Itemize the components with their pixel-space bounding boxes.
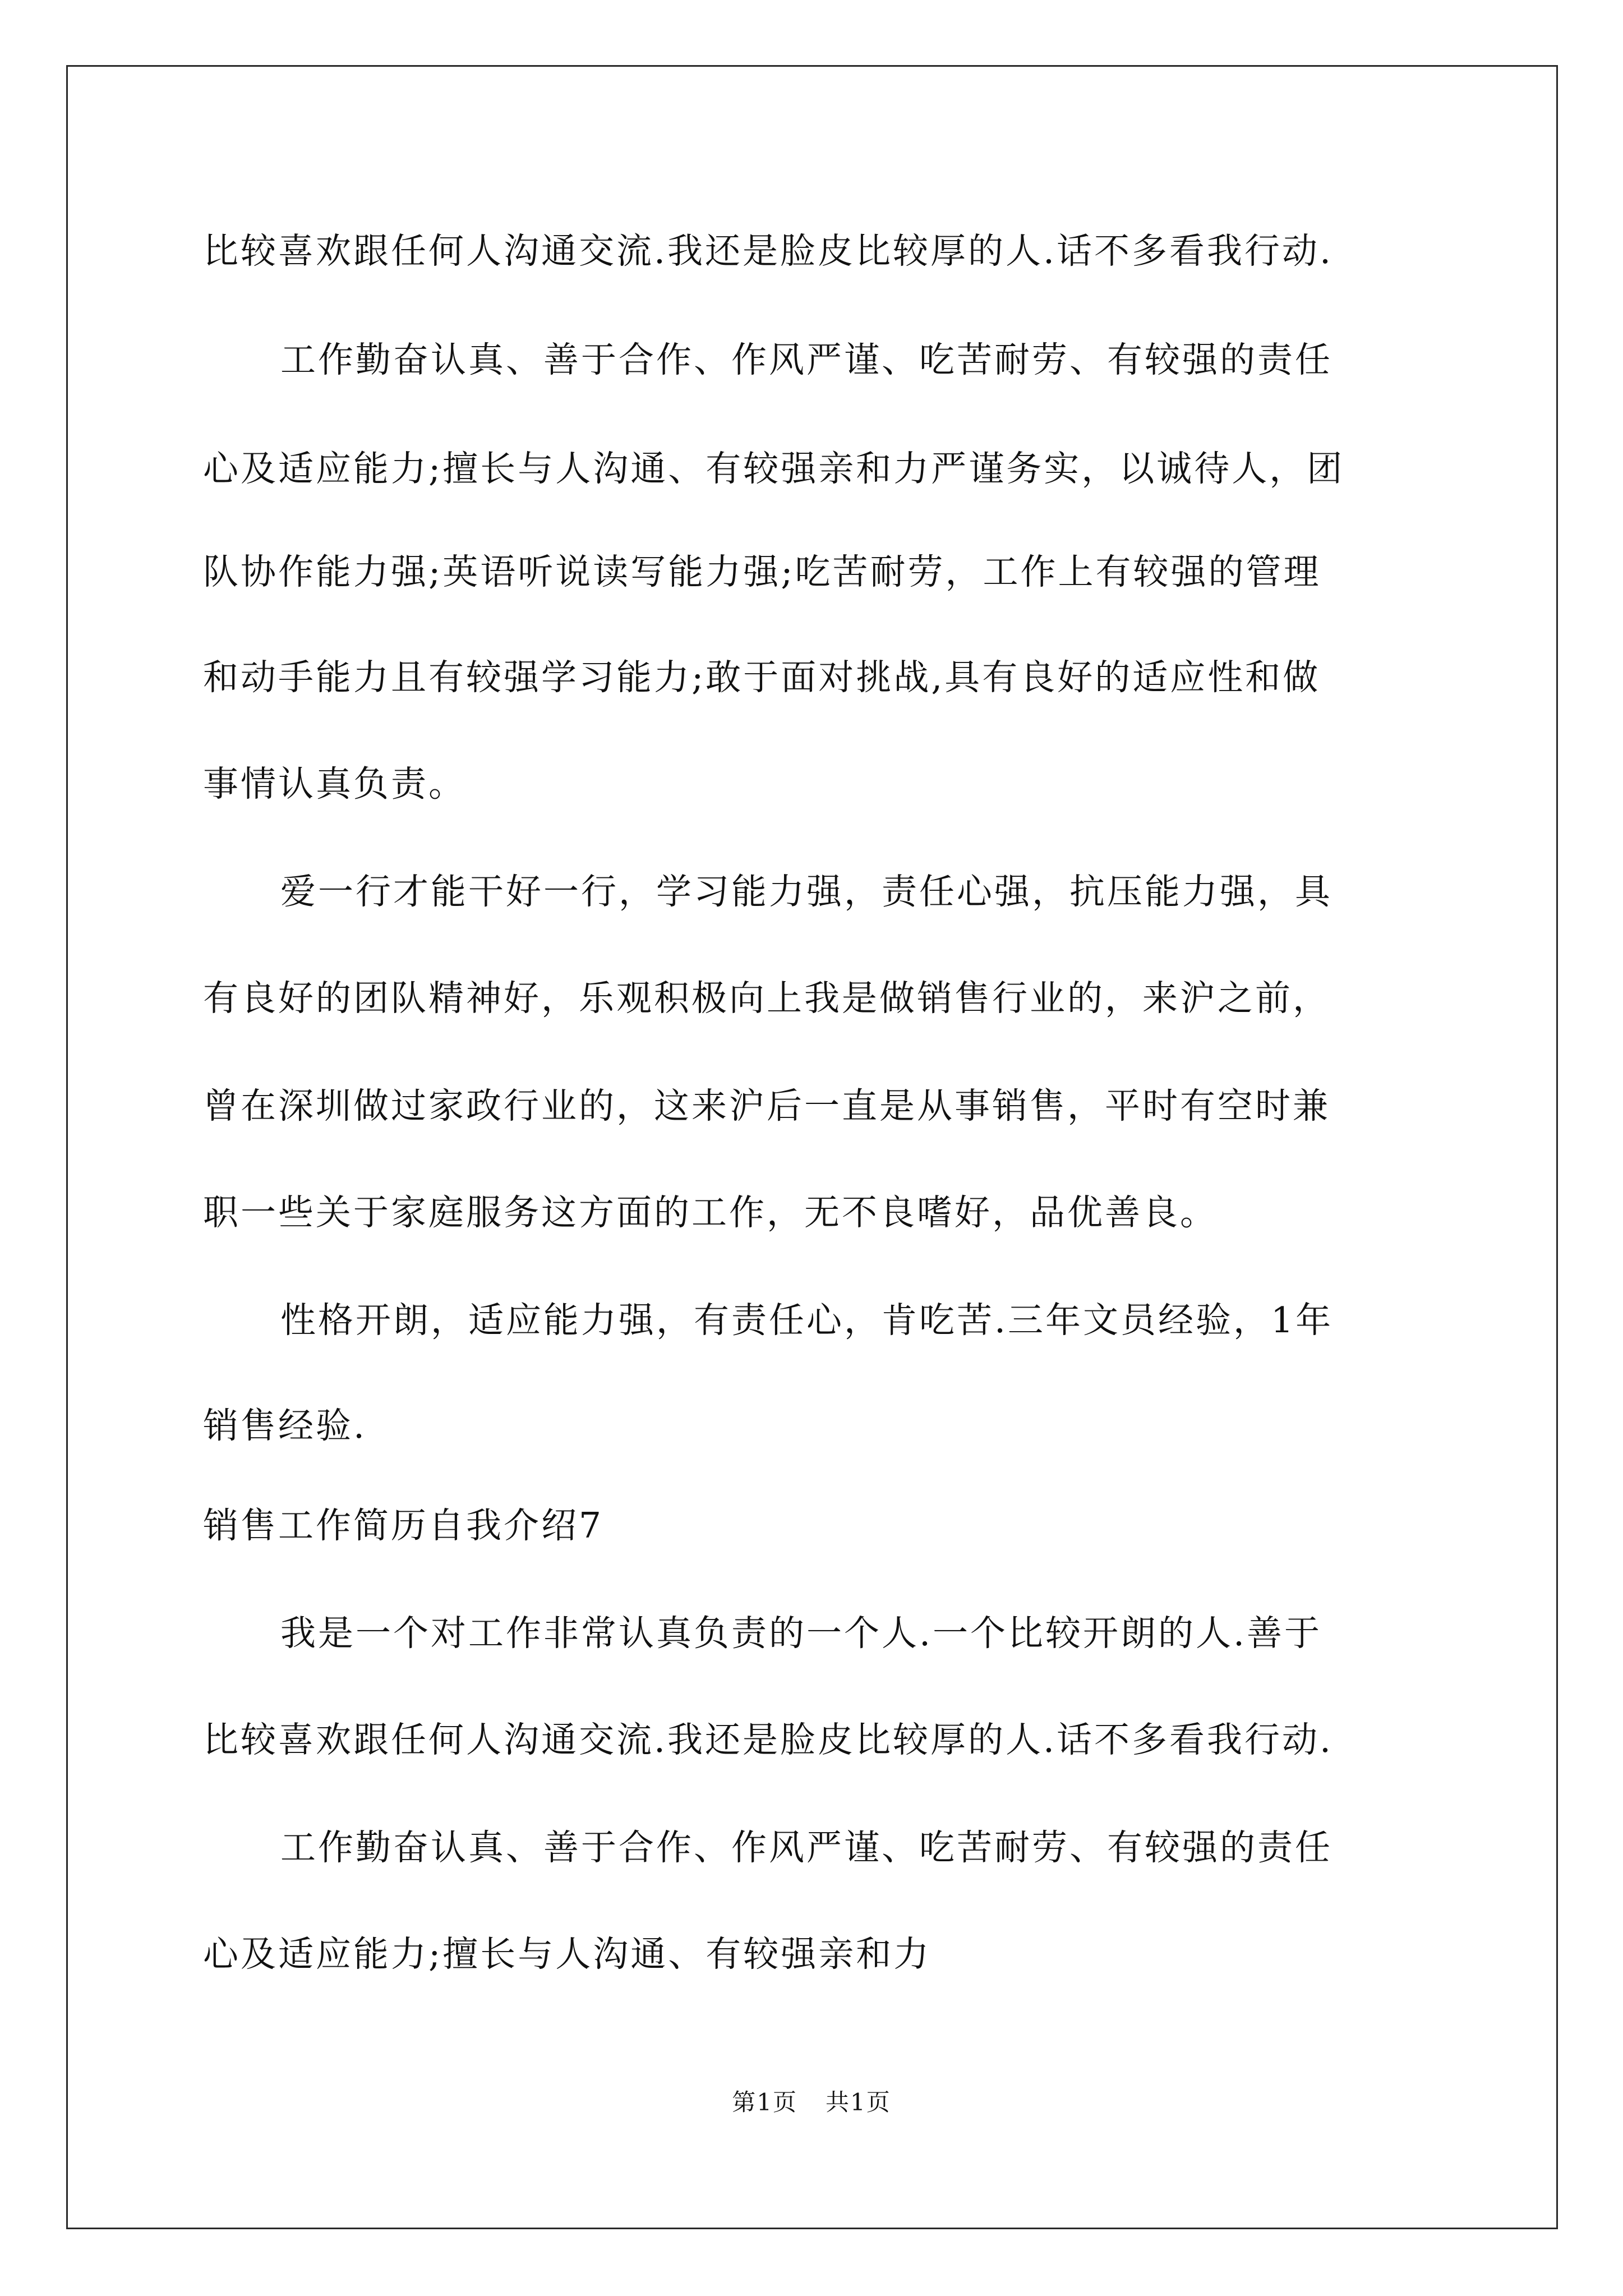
paragraph-line: 工作勤奋认真、善于合作、作风严谨、吃苦耐劳、有较强的责任	[280, 1827, 1332, 1868]
paragraph-line: 性格开朗，适应能力强，有责任心，肯吃苦.三年文员经验，1年	[280, 1300, 1334, 1341]
paragraph-line: 销售经验.	[203, 1405, 367, 1446]
paragraph-line: 有良好的团队精神好，乐观积极向上我是做销售行业的，来沪之前，	[203, 978, 1330, 1019]
paragraph-line: 我是一个对工作非常认真负责的一个人.一个比较开朗的人.善于	[280, 1613, 1322, 1654]
paragraph-line: 心及适应能力;擅长与人沟通、有较强亲和力严谨务实，以诚待人，团	[203, 448, 1345, 489]
paragraph-line: 队协作能力强;英语听说读写能力强;吃苦耐劳，工作上有较强的管理	[203, 551, 1321, 592]
paragraph-line: 和动手能力且有较强学习能力;敢于面对挑战,具有良好的适应性和做	[203, 657, 1321, 698]
paragraph-line: 工作勤奋认真、善于合作、作风严谨、吃苦耐劳、有较强的责任	[280, 339, 1332, 380]
paragraph-line: 比较喜欢跟任何人沟通交流.我还是脸皮比较厚的人.话不多看我行动.	[203, 231, 1334, 272]
paragraph-line: 曾在深圳做过家政行业的，这来沪后一直是从事销售，平时有空时兼	[203, 1085, 1330, 1126]
paragraph-line: 比较喜欢跟任何人沟通交流.我还是脸皮比较厚的人.话不多看我行动.	[203, 1719, 1334, 1760]
page-number: 第1页	[732, 2088, 797, 2116]
page-border	[66, 65, 1558, 2229]
paragraph-line: 职一些关于家庭服务这方面的工作，无不良嗜好，品优善良。	[203, 1192, 1218, 1233]
paragraph-line: 事情认真负责。	[203, 763, 466, 804]
paragraph-line: 爱一行才能干好一行，学习能力强，责任心强，抗压能力强，具	[280, 871, 1332, 912]
page-total: 共1页	[826, 2088, 891, 2116]
page-footer	[0, 2087, 1623, 2118]
paragraph-line: 心及适应能力;擅长与人沟通、有较强亲和力	[203, 1934, 932, 1975]
section-heading: 销售工作简历自我介绍7	[203, 1505, 604, 1546]
